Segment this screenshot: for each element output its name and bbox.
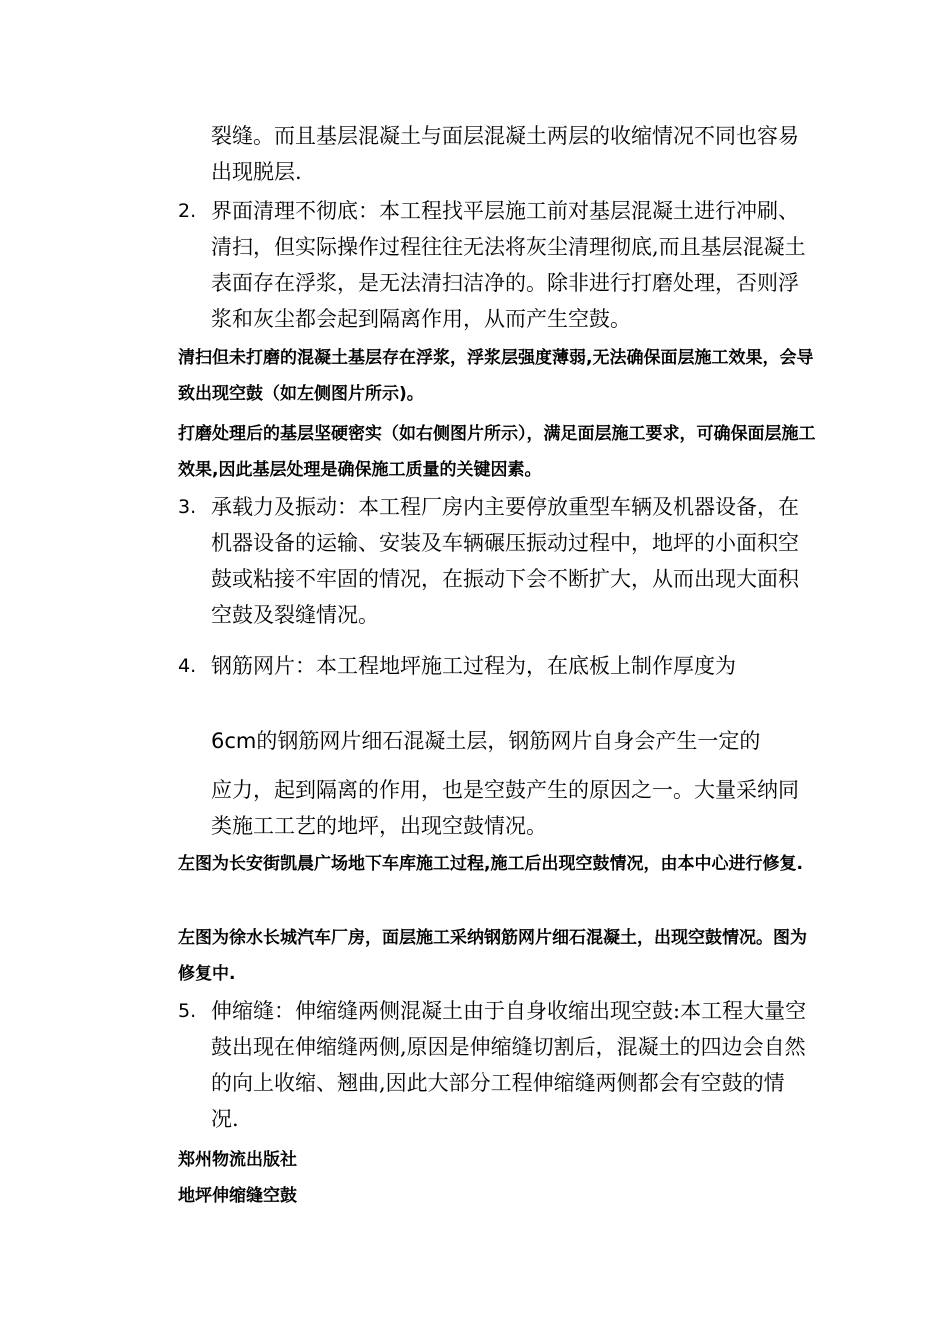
note-unpolished-base: 清扫但未打磨的混凝土基层存在浮浆，浮浆层强度薄弱,无法确保面层施工效果，会导致出现空鼓（如左侧图片所示)。 <box>178 348 814 404</box>
list-item-rebar-mesh-line1: 钢筋网片：本工程地坪施工过程为，在底板上制作厚度为 <box>211 654 736 678</box>
list-item-interface-cleaning: 界面清理不彻底：本工程找平层施工前对基层混凝土进行冲刷、清扫，但实际操作过程往往无法将灰尘清理彻底,而且基层混凝土表面存在浮浆，是无法清扫洁净的。除非进行打磨处理，否则浮浆和灰尘都会起到隔离作用，从而产生空鼓。 <box>211 199 806 331</box>
footer-caption: 地坪伸缩缝空鼓 <box>178 1186 297 1206</box>
list-number-4: 4. <box>178 655 197 677</box>
list-item-rebar-mesh-line3: 应力，起到隔离的作用，也是空鼓产生的原因之一。大量采纳同类施工工艺的地坪，出现空鼓情况。 <box>211 778 799 838</box>
note-kaichen-plaza: 左图为长安街凯晨广场地下车库施工过程,施工后出现空鼓情况，由本中心进行修复. <box>178 854 803 874</box>
paragraph-continuation: 裂缝。而且基层混凝土与面层混凝土两层的收缩情况不同也容易出现脱层. <box>211 124 799 184</box>
note-xushui-factory: 左图为徐水长城汽车厂房，面层施工采纳钢筋网片细石混凝土，出现空鼓情况。图为修复中. <box>178 928 807 984</box>
list-item-rebar-mesh-line2 <box>211 723 811 759</box>
list-item-load-vibration: 承载力及振动：本工程厂房内主要停放重型车辆及机器设备，在机器设备的运输、安装及车辆碾压振动过程中，地坪的小面积空鼓或粘接不牢固的情况，在振动下会不断扩大，从而出现大面积空鼓及裂缝情况。 <box>211 495 799 627</box>
list-item-expansion-joint: 伸缩缝：伸缩缝两侧混凝土由于自身收缩出现空鼓:本工程大量空鼓出现在伸缩缝两侧,原因是伸缩缝切割后，混凝土的四边会自然的向上收缩、翘曲,因此大部分工程伸缩缝两侧都会有空鼓的情况. <box>211 999 807 1131</box>
thickness-text: 的钢筋网片细石混凝土层，钢筋网片自身会产生一定的 <box>256 729 761 753</box>
list-number-2: 2. <box>178 200 197 222</box>
thickness-value: 6cm <box>211 729 257 753</box>
list-number-5: 5. <box>178 1000 197 1022</box>
footer-publisher: 郑州物流出版社 <box>178 1150 297 1170</box>
list-number-3: 3. <box>178 496 197 518</box>
note-polished-base: 打磨处理后的基层坚硬密实（如右侧图片所示），满足面层施工要求，可确保面层施工效果,因此基层处理是确保施工质量的关键因素。 <box>178 424 816 480</box>
